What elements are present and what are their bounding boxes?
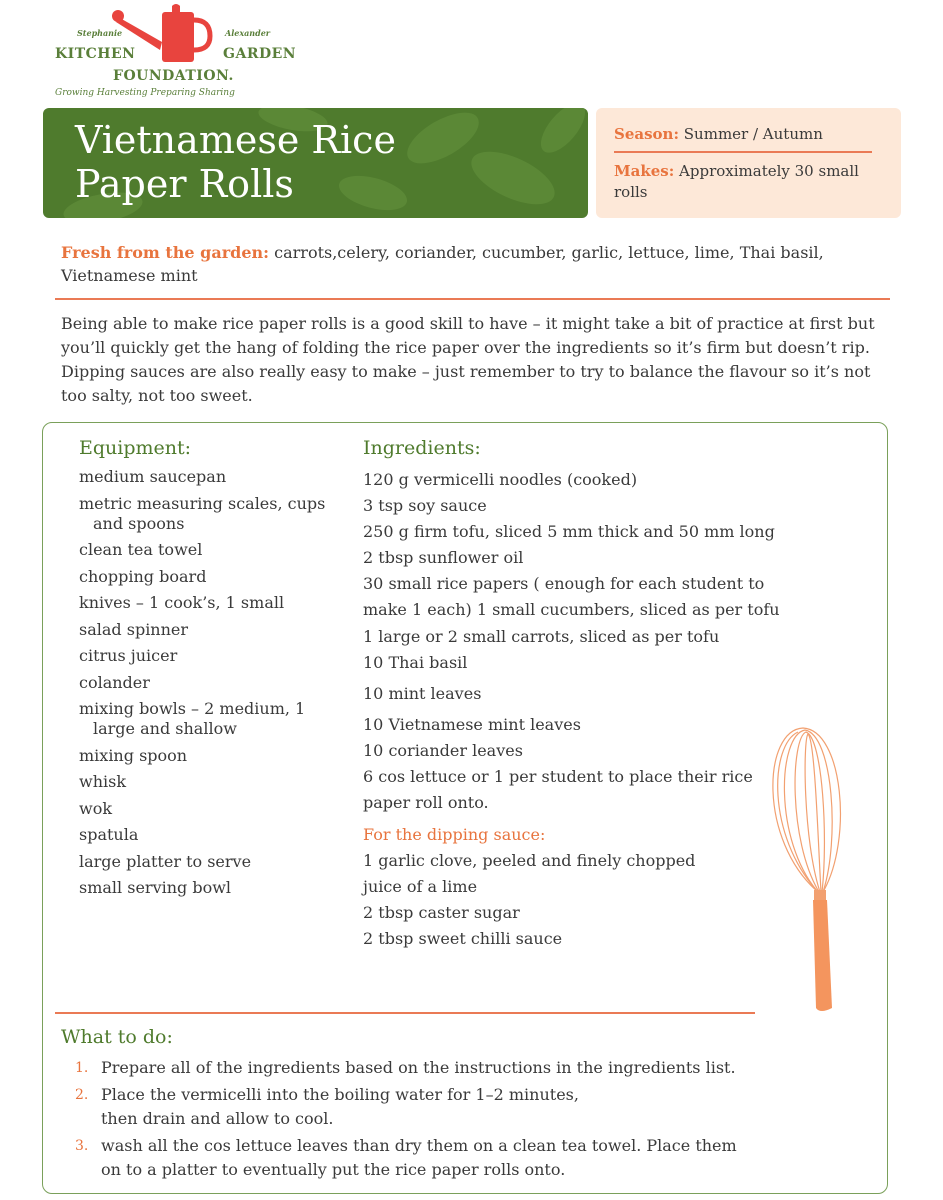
- fresh-value: carrots,celery, coriander, cucumber, garlic, lettuce, lime, Thai basil, Vietnamese mint: [61, 243, 824, 285]
- step-number: 1.: [75, 1060, 89, 1076]
- divider: [55, 298, 890, 300]
- list-item: 10 coriander leaves: [363, 741, 523, 760]
- makes-label: Makes:: [614, 162, 675, 180]
- logo-alexander: Alexander: [225, 28, 271, 38]
- fresh-from-garden: [61, 241, 881, 287]
- what-divider: [55, 1012, 755, 1014]
- dipping-sauce-heading: For the dipping sauce:: [363, 825, 546, 844]
- step-text: on to a platter to eventually put the rice paper rolls onto.: [101, 1160, 566, 1179]
- list-item: chopping board: [79, 566, 207, 586]
- fresh-label: Fresh from the garden:: [61, 243, 270, 262]
- logo-kitchen: KITCHEN: [55, 46, 136, 62]
- list-item: mixing spoon: [79, 745, 188, 765]
- logo-foundation: FOUNDATION.: [113, 68, 234, 84]
- season-box: [596, 108, 901, 218]
- logo-tagline: Growing Harvesting Preparing Sharing: [55, 88, 235, 98]
- list-item: large platter to serve: [79, 851, 252, 871]
- season-divider: [614, 151, 872, 153]
- list-item: 120 g vermicelli noodles (cooked): [363, 470, 638, 489]
- step-item: [75, 1134, 875, 1182]
- title-banner: [43, 108, 588, 218]
- step-text: then drain and allow to cool.: [101, 1109, 334, 1128]
- step-item: [75, 1056, 875, 1080]
- list-item: citrus juicer: [79, 646, 178, 665]
- list-item: colander: [79, 672, 150, 692]
- makes-row: [614, 161, 874, 203]
- foundation-logo: [55, 2, 297, 102]
- list-item: 1 large or 2 small carrots, sliced as per tofu: [363, 627, 720, 646]
- season-label: Season:: [614, 125, 679, 143]
- list-item: metric measuring scales, cups and spoons: [79, 493, 326, 533]
- list-item: 10 Vietnamese mint leaves: [363, 715, 581, 734]
- list-item: whisk: [79, 772, 127, 791]
- list-item: wok: [79, 798, 113, 818]
- intro-paragraph: Being able to make rice paper rolls is a good skill to have – it might take a bit of practice at first but you’ll quickly get the hang of folding the rice paper over the ingredients so it’s firm but doesn’t rip. Dipping sauces are also really easy to make – just remember to try to balance the flavour so it’s not too salty, not too sweet.: [61, 314, 875, 405]
- list-item: clean tea towel: [79, 540, 203, 559]
- list-item: juice of a lime: [363, 877, 478, 896]
- step-number: 2.: [75, 1087, 89, 1103]
- logo-stephanie: Stephanie: [77, 28, 123, 38]
- what-to-do-heading: What to do:: [61, 1026, 173, 1048]
- whisk-icon: [758, 720, 853, 1015]
- list-item: 6 cos lettuce or 1 per student to place their rice paper roll onto.: [363, 767, 753, 812]
- page-title: Vietnamese Rice Paper Rolls: [75, 118, 396, 206]
- list-item: mixing bowls – 2 medium, 1 large and shallow: [79, 699, 306, 738]
- list-item: knives – 1 cook’s, 1 small: [79, 593, 285, 612]
- ingredients-heading: Ingredients:: [363, 437, 481, 459]
- list-item: spatula: [79, 825, 139, 844]
- equipment-list: [79, 467, 339, 905]
- steps-list: [75, 1056, 875, 1185]
- season-value: Summer / Autumn: [683, 125, 823, 143]
- step-text: wash all the cos lettuce leaves than dry them on a clean tea towel. Place them: [101, 1136, 737, 1155]
- list-item: medium saucepan: [79, 467, 227, 486]
- list-item: 2 tbsp caster sugar: [363, 903, 520, 922]
- list-item: 2 tbsp sweet chilli sauce: [363, 929, 563, 948]
- list-item: 30 small rice papers ( enough for each student to make 1 each) 1 small cucumbers, sliced as per tofu: [363, 574, 780, 619]
- list-item: salad spinner: [79, 619, 189, 639]
- step-text: Prepare all of the ingredients based on the instructions in the ingredients list.: [101, 1058, 736, 1077]
- list-item: 10 mint leaves: [363, 684, 482, 703]
- step-number: 3.: [75, 1138, 89, 1154]
- season-row: [614, 125, 823, 143]
- list-item: 250 g firm tofu, sliced 5 mm thick and 50 mm long: [363, 522, 775, 541]
- makes-value: Approximately 30 small rolls: [614, 162, 859, 201]
- step-item: [75, 1083, 875, 1131]
- list-item: 2 tbsp sunflower oil: [363, 548, 524, 567]
- logo-garden: GARDEN: [223, 46, 297, 62]
- step-text: Place the vermicelli into the boiling water for 1–2 minutes,: [101, 1085, 579, 1104]
- list-item: small serving bowl: [79, 878, 232, 897]
- equipment-heading: Equipment:: [79, 437, 192, 459]
- list-item: 3 tsp soy sauce: [363, 496, 487, 515]
- list-item: 10 Thai basil: [363, 653, 468, 672]
- list-item: 1 garlic clove, peeled and finely chopped: [363, 851, 696, 870]
